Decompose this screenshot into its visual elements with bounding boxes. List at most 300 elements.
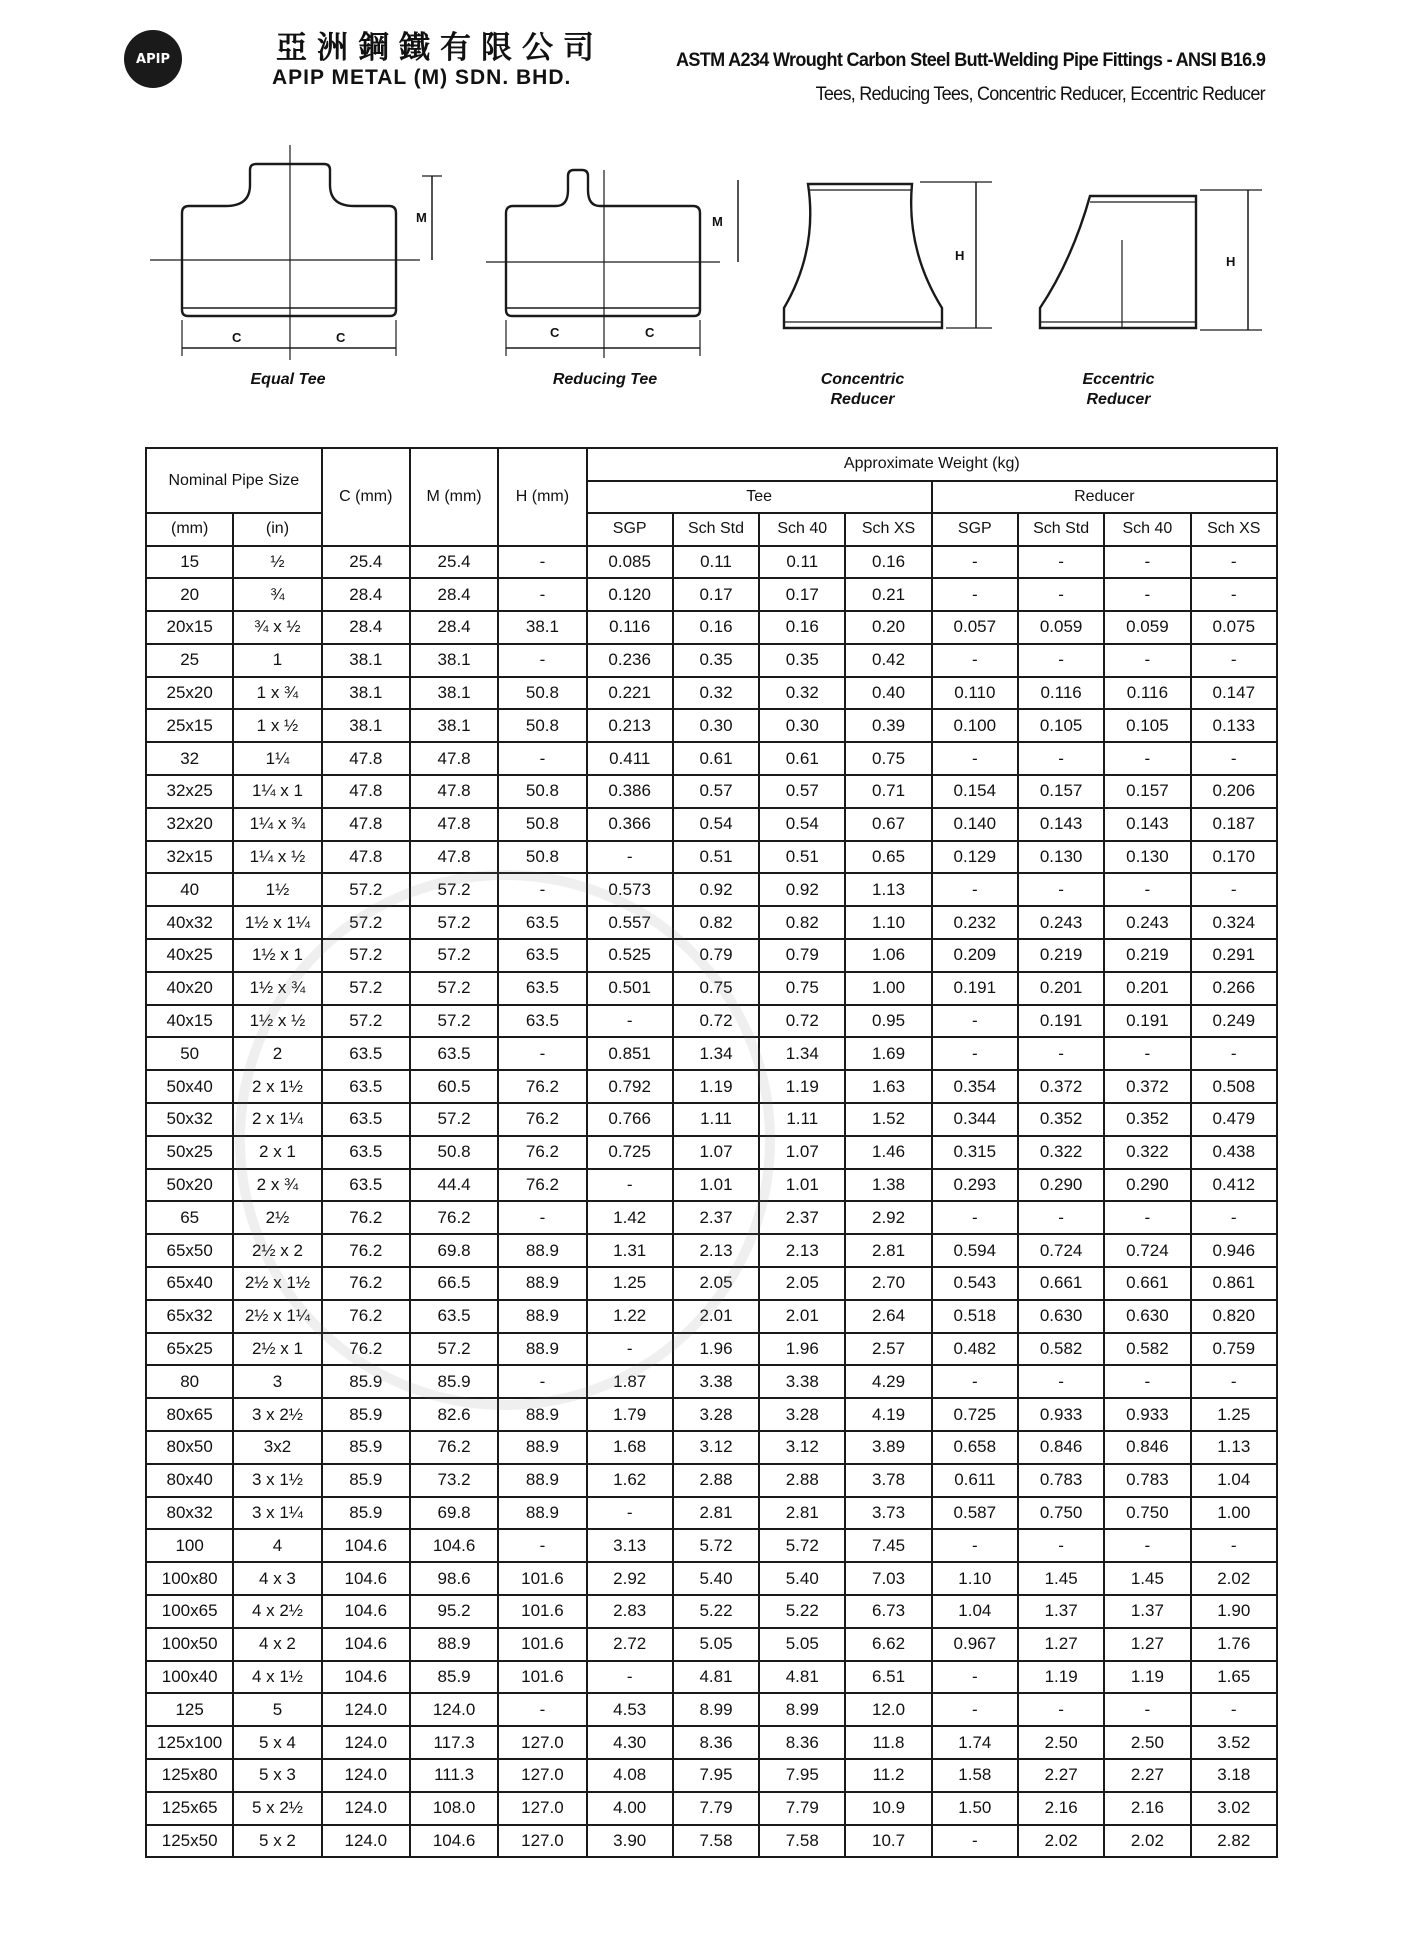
cell-tee-sgp: 0.116 xyxy=(587,611,673,644)
cell-tee-sch-std: 7.79 xyxy=(673,1792,759,1825)
cell-nps-mm: 65x50 xyxy=(146,1234,233,1267)
cell-h: 50.8 xyxy=(498,709,586,742)
cell-nps-in: 5 xyxy=(233,1693,321,1726)
cell-reducer-sch-xs: 3.52 xyxy=(1191,1726,1277,1759)
table-row xyxy=(146,1529,1277,1562)
cell-tee-sgp: - xyxy=(587,1005,673,1038)
cell-h: 88.9 xyxy=(498,1333,586,1366)
cell-tee-sch-40: 3.28 xyxy=(759,1398,845,1431)
cell-tee-sch-xs: 6.73 xyxy=(845,1595,931,1628)
cell-nps-mm: 80x65 xyxy=(146,1398,233,1431)
cell-nps-in: 5 x 2 xyxy=(233,1825,321,1858)
cell-h: 50.8 xyxy=(498,677,586,710)
cell-c: 57.2 xyxy=(322,873,410,906)
cell-nps-mm: 32 xyxy=(146,742,233,775)
table-row xyxy=(146,1497,1277,1530)
equal-tee-dim-c-left: C xyxy=(232,330,242,345)
cell-h: - xyxy=(498,546,586,579)
cell-tee-sch-xs: 7.45 xyxy=(845,1529,931,1562)
cell-reducer-sch-xs: 1.90 xyxy=(1191,1595,1277,1628)
cell-nps-mm: 15 xyxy=(146,546,233,579)
cell-reducer-sch-std: 0.322 xyxy=(1018,1136,1104,1169)
header-reducer: Reducer xyxy=(932,481,1277,514)
cell-tee-sch-40: 0.30 xyxy=(759,709,845,742)
cell-h: - xyxy=(498,1201,586,1234)
cell-c: 47.8 xyxy=(322,841,410,874)
table-row xyxy=(146,1562,1277,1595)
cell-tee-sch-xs: 1.69 xyxy=(845,1037,931,1070)
cell-reducer-sch-40: 0.201 xyxy=(1104,972,1190,1005)
cell-reducer-sch-40: 0.143 xyxy=(1104,808,1190,841)
cell-tee-sch-xs: 0.39 xyxy=(845,709,931,742)
caption-eccentric-reducer xyxy=(1056,370,1181,410)
cell-reducer-sch-40: 0.322 xyxy=(1104,1136,1190,1169)
cell-tee-sch-std: 2.05 xyxy=(673,1267,759,1300)
cell-tee-sch-xs: 0.40 xyxy=(845,677,931,710)
reducing-tee-drawing xyxy=(486,170,738,358)
cell-tee-sgp: - xyxy=(587,1169,673,1202)
cell-reducer-sgp: 1.58 xyxy=(932,1759,1018,1792)
cell-tee-sch-xs: 1.06 xyxy=(845,939,931,972)
cell-reducer-sch-xs: 2.02 xyxy=(1191,1562,1277,1595)
cell-nps-in: 1 xyxy=(233,644,321,677)
cell-c: 25.4 xyxy=(322,546,410,579)
cell-tee-sch-xs: 0.21 xyxy=(845,578,931,611)
cell-tee-sgp: - xyxy=(587,1497,673,1530)
cell-tee-sch-40: 0.32 xyxy=(759,677,845,710)
cell-reducer-sch-std: 0.143 xyxy=(1018,808,1104,841)
cell-reducer-sch-std: - xyxy=(1018,873,1104,906)
caption-reducing-tee: Reducing Tee xyxy=(552,371,658,388)
cell-reducer-sch-std: 0.116 xyxy=(1018,677,1104,710)
cell-tee-sgp: 1.79 xyxy=(587,1398,673,1431)
cell-nps-mm: 80x32 xyxy=(146,1497,233,1530)
cell-reducer-sch-std: - xyxy=(1018,578,1104,611)
cell-h: - xyxy=(498,1037,586,1070)
cell-tee-sch-xs: 3.89 xyxy=(845,1431,931,1464)
table-row xyxy=(146,611,1277,644)
cell-h: - xyxy=(498,578,586,611)
cell-h: 38.1 xyxy=(498,611,586,644)
cell-reducer-sch-std: 1.37 xyxy=(1018,1595,1104,1628)
cell-reducer-sch-std: 0.290 xyxy=(1018,1169,1104,1202)
table-row xyxy=(146,1136,1277,1169)
cell-tee-sgp: 4.00 xyxy=(587,1792,673,1825)
cell-tee-sch-xs: 0.75 xyxy=(845,742,931,775)
cell-tee-sch-40: 0.75 xyxy=(759,972,845,1005)
cell-m: 57.2 xyxy=(410,939,498,972)
equal-tee-dim-m: M xyxy=(416,210,427,225)
cell-h: 101.6 xyxy=(498,1562,586,1595)
dimension-weight-table xyxy=(145,447,1278,1858)
cell-tee-sch-40: 5.22 xyxy=(759,1595,845,1628)
cell-nps-mm: 80x50 xyxy=(146,1431,233,1464)
cell-tee-sch-40: 0.82 xyxy=(759,906,845,939)
cell-tee-sgp: 4.08 xyxy=(587,1759,673,1792)
cell-reducer-sch-xs: 0.187 xyxy=(1191,808,1277,841)
cell-nps-in: 2 x 1 xyxy=(233,1136,321,1169)
header-approx-weight: Approximate Weight (kg) xyxy=(587,448,1277,481)
cell-tee-sgp: 0.851 xyxy=(587,1037,673,1070)
cell-tee-sgp: 0.411 xyxy=(587,742,673,775)
cell-tee-sgp: 0.792 xyxy=(587,1070,673,1103)
cell-reducer-sch-xs: 0.438 xyxy=(1191,1136,1277,1169)
cell-nps-in: 1½ xyxy=(233,873,321,906)
cell-m: 57.2 xyxy=(410,906,498,939)
cell-tee-sch-40: 0.16 xyxy=(759,611,845,644)
cell-reducer-sch-std: 0.105 xyxy=(1018,709,1104,742)
cell-reducer-sch-40: 0.661 xyxy=(1104,1267,1190,1300)
cell-reducer-sch-xs: - xyxy=(1191,1037,1277,1070)
cell-tee-sgp: 0.501 xyxy=(587,972,673,1005)
cell-reducer-sch-std: 0.630 xyxy=(1018,1300,1104,1333)
cell-c: 104.6 xyxy=(322,1628,410,1661)
cell-reducer-sch-40: 0.116 xyxy=(1104,677,1190,710)
cell-nps-in: 1½ x ¾ xyxy=(233,972,321,1005)
cell-reducer-sch-std: 0.933 xyxy=(1018,1398,1104,1431)
header-m: M (mm) xyxy=(410,448,498,546)
cell-h: 88.9 xyxy=(498,1267,586,1300)
cell-reducer-sgp: 0.587 xyxy=(932,1497,1018,1530)
cell-h: 50.8 xyxy=(498,808,586,841)
cell-tee-sch-xs: 2.92 xyxy=(845,1201,931,1234)
cell-tee-sch-40: 0.11 xyxy=(759,546,845,579)
cell-nps-in: 1¼ x ½ xyxy=(233,841,321,874)
cell-nps-mm: 40 xyxy=(146,873,233,906)
cell-tee-sgp: 0.085 xyxy=(587,546,673,579)
cell-tee-sch-40: 5.05 xyxy=(759,1628,845,1661)
cell-c: 63.5 xyxy=(322,1169,410,1202)
cell-m: 38.1 xyxy=(410,644,498,677)
cell-reducer-sch-40: - xyxy=(1104,644,1190,677)
cell-h: 88.9 xyxy=(498,1398,586,1431)
cell-tee-sch-std: 5.05 xyxy=(673,1628,759,1661)
cell-reducer-sch-xs: 0.249 xyxy=(1191,1005,1277,1038)
reducing-tee-dim-m: M xyxy=(712,214,723,229)
cell-c: 124.0 xyxy=(322,1825,410,1858)
cell-c: 63.5 xyxy=(322,1136,410,1169)
table-row xyxy=(146,578,1277,611)
cell-reducer-sch-std: 2.27 xyxy=(1018,1759,1104,1792)
cell-nps-in: 4 x 2 xyxy=(233,1628,321,1661)
cell-m: 111.3 xyxy=(410,1759,498,1792)
cell-tee-sch-std: 0.61 xyxy=(673,742,759,775)
cell-reducer-sch-std: 0.750 xyxy=(1018,1497,1104,1530)
cell-reducer-sch-xs: - xyxy=(1191,1365,1277,1398)
cell-tee-sch-xs: 1.10 xyxy=(845,906,931,939)
document-subtitle: Tees, Reducing Tees, Concentric Reducer, Eccentric Reducer xyxy=(815,84,1265,105)
cell-reducer-sgp: - xyxy=(932,1693,1018,1726)
cell-h: 101.6 xyxy=(498,1628,586,1661)
cell-reducer-sgp: 0.611 xyxy=(932,1464,1018,1497)
cell-h: 127.0 xyxy=(498,1792,586,1825)
cell-reducer-sgp: 0.315 xyxy=(932,1136,1018,1169)
cell-reducer-sgp: - xyxy=(932,1661,1018,1694)
cell-tee-sgp: 2.72 xyxy=(587,1628,673,1661)
cell-tee-sch-40: 7.79 xyxy=(759,1792,845,1825)
cell-tee-sch-40: 2.01 xyxy=(759,1300,845,1333)
header-tee-sgp: SGP xyxy=(587,513,673,546)
cell-tee-sch-std: 0.17 xyxy=(673,578,759,611)
cell-h: - xyxy=(498,1365,586,1398)
cell-c: 85.9 xyxy=(322,1365,410,1398)
cell-tee-sgp: 0.221 xyxy=(587,677,673,710)
caption-equal-tee: Equal Tee xyxy=(250,371,326,388)
cell-reducer-sch-xs: 1.65 xyxy=(1191,1661,1277,1694)
cell-nps-mm: 80x40 xyxy=(146,1464,233,1497)
cell-tee-sch-40: 1.19 xyxy=(759,1070,845,1103)
cell-reducer-sgp: 0.725 xyxy=(932,1398,1018,1431)
table-row xyxy=(146,841,1277,874)
cell-tee-sch-xs: 6.62 xyxy=(845,1628,931,1661)
cell-reducer-sgp: - xyxy=(932,1529,1018,1562)
cell-reducer-sch-40: 0.724 xyxy=(1104,1234,1190,1267)
cell-tee-sch-40: 3.38 xyxy=(759,1365,845,1398)
cell-nps-mm: 65x40 xyxy=(146,1267,233,1300)
cell-c: 124.0 xyxy=(322,1726,410,1759)
cell-reducer-sch-std: 0.130 xyxy=(1018,841,1104,874)
company-name-block xyxy=(196,30,616,90)
cell-tee-sch-40: 1.34 xyxy=(759,1037,845,1070)
cell-reducer-sch-xs: - xyxy=(1191,742,1277,775)
cell-nps-mm: 100 xyxy=(146,1529,233,1562)
cell-h: 88.9 xyxy=(498,1234,586,1267)
cell-tee-sch-std: 0.11 xyxy=(673,546,759,579)
header-reducer-sch-xs: Sch XS xyxy=(1191,513,1277,546)
cell-c: 57.2 xyxy=(322,939,410,972)
cell-nps-mm: 50x20 xyxy=(146,1169,233,1202)
cell-reducer-sch-40: 0.219 xyxy=(1104,939,1190,972)
header-tee-sch-std: Sch Std xyxy=(673,513,759,546)
cell-reducer-sch-40: 2.02 xyxy=(1104,1825,1190,1858)
cell-reducer-sch-xs: 0.324 xyxy=(1191,906,1277,939)
cell-tee-sch-std: 5.40 xyxy=(673,1562,759,1595)
cell-reducer-sch-std: 0.352 xyxy=(1018,1103,1104,1136)
cell-reducer-sgp: 0.129 xyxy=(932,841,1018,874)
company-name-english: APIP METAL (M) SDN. BHD. xyxy=(272,66,572,89)
table-row xyxy=(146,1365,1277,1398)
cell-reducer-sgp: - xyxy=(932,1365,1018,1398)
cell-c: 104.6 xyxy=(322,1595,410,1628)
header-reducer-sch-std: Sch Std xyxy=(1018,513,1104,546)
cell-h: 63.5 xyxy=(498,972,586,1005)
cell-c: 57.2 xyxy=(322,906,410,939)
cell-tee-sch-std: 0.51 xyxy=(673,841,759,874)
cell-tee-sch-40: 0.79 xyxy=(759,939,845,972)
cell-tee-sch-xs: 1.46 xyxy=(845,1136,931,1169)
cell-tee-sch-xs: 0.67 xyxy=(845,808,931,841)
cell-h: 76.2 xyxy=(498,1070,586,1103)
reducing-tee-dim-c-right: C xyxy=(645,325,655,340)
cell-m: 47.8 xyxy=(410,742,498,775)
cell-tee-sch-std: 1.34 xyxy=(673,1037,759,1070)
cell-nps-in: 1 x ½ xyxy=(233,709,321,742)
cell-tee-sch-40: 5.72 xyxy=(759,1529,845,1562)
cell-reducer-sgp: 0.140 xyxy=(932,808,1018,841)
cell-c: 124.0 xyxy=(322,1693,410,1726)
cell-tee-sch-xs: 2.64 xyxy=(845,1300,931,1333)
cell-tee-sch-xs: 7.03 xyxy=(845,1562,931,1595)
cell-c: 124.0 xyxy=(322,1792,410,1825)
cell-tee-sch-40: 4.81 xyxy=(759,1661,845,1694)
cell-reducer-sgp: 0.154 xyxy=(932,775,1018,808)
cell-reducer-sch-xs: 0.266 xyxy=(1191,972,1277,1005)
cell-tee-sch-xs: 2.70 xyxy=(845,1267,931,1300)
cell-reducer-sch-xs: 0.075 xyxy=(1191,611,1277,644)
cell-reducer-sch-40: 0.191 xyxy=(1104,1005,1190,1038)
cell-nps-mm: 80 xyxy=(146,1365,233,1398)
cell-tee-sch-std: 0.92 xyxy=(673,873,759,906)
cell-c: 85.9 xyxy=(322,1497,410,1530)
cell-m: 57.2 xyxy=(410,1005,498,1038)
cell-m: 25.4 xyxy=(410,546,498,579)
reducing-tee-dim-c-left: C xyxy=(550,325,560,340)
cell-tee-sch-40: 1.01 xyxy=(759,1169,845,1202)
cell-nps-in: 3 x 1½ xyxy=(233,1464,321,1497)
cell-reducer-sch-40: - xyxy=(1104,1365,1190,1398)
table-row xyxy=(146,873,1277,906)
cell-reducer-sch-xs: 0.147 xyxy=(1191,677,1277,710)
cell-tee-sgp: 0.525 xyxy=(587,939,673,972)
cell-tee-sch-40: 0.61 xyxy=(759,742,845,775)
cell-reducer-sgp: 0.232 xyxy=(932,906,1018,939)
cell-reducer-sch-xs: 0.861 xyxy=(1191,1267,1277,1300)
cell-reducer-sch-xs: 1.25 xyxy=(1191,1398,1277,1431)
cell-h: 63.5 xyxy=(498,1005,586,1038)
cell-tee-sch-xs: 0.95 xyxy=(845,1005,931,1038)
cell-m: 95.2 xyxy=(410,1595,498,1628)
cell-c: 38.1 xyxy=(322,677,410,710)
cell-nps-mm: 100x50 xyxy=(146,1628,233,1661)
cell-tee-sch-std: 0.75 xyxy=(673,972,759,1005)
cell-nps-mm: 50 xyxy=(146,1037,233,1070)
cell-tee-sch-40: 2.88 xyxy=(759,1464,845,1497)
cell-nps-in: 5 x 4 xyxy=(233,1726,321,1759)
cell-m: 104.6 xyxy=(410,1825,498,1858)
cell-h: 88.9 xyxy=(498,1300,586,1333)
cell-c: 85.9 xyxy=(322,1431,410,1464)
cell-m: 104.6 xyxy=(410,1529,498,1562)
cell-reducer-sch-xs: 3.18 xyxy=(1191,1759,1277,1792)
cell-reducer-sch-xs: 3.02 xyxy=(1191,1792,1277,1825)
cell-reducer-sgp: 1.10 xyxy=(932,1562,1018,1595)
cell-tee-sgp: 1.68 xyxy=(587,1431,673,1464)
cell-nps-mm: 100x80 xyxy=(146,1562,233,1595)
cell-m: 69.8 xyxy=(410,1234,498,1267)
cell-h: 88.9 xyxy=(498,1497,586,1530)
cell-reducer-sch-std: 0.191 xyxy=(1018,1005,1104,1038)
cell-reducer-sch-xs: 0.206 xyxy=(1191,775,1277,808)
cell-tee-sgp: 2.92 xyxy=(587,1562,673,1595)
table-row xyxy=(146,1595,1277,1628)
cell-tee-sgp: - xyxy=(587,1333,673,1366)
cell-reducer-sch-40: 0.750 xyxy=(1104,1497,1190,1530)
cell-reducer-sch-std: 1.19 xyxy=(1018,1661,1104,1694)
table-row xyxy=(146,1759,1277,1792)
cell-c: 47.8 xyxy=(322,808,410,841)
cell-m: 88.9 xyxy=(410,1628,498,1661)
cell-nps-mm: 65x25 xyxy=(146,1333,233,1366)
cell-nps-in: 1½ x ½ xyxy=(233,1005,321,1038)
cell-reducer-sch-40: 0.243 xyxy=(1104,906,1190,939)
company-logo: APIP xyxy=(124,30,182,88)
cell-reducer-sch-40: 1.45 xyxy=(1104,1562,1190,1595)
cell-reducer-sch-xs: 0.133 xyxy=(1191,709,1277,742)
cell-tee-sch-40: 7.95 xyxy=(759,1759,845,1792)
table-row xyxy=(146,1234,1277,1267)
cell-h: - xyxy=(498,1693,586,1726)
caption-concentric-line2: Reducer xyxy=(830,391,895,408)
cell-reducer-sch-std: 0.846 xyxy=(1018,1431,1104,1464)
cell-tee-sgp: 1.62 xyxy=(587,1464,673,1497)
cell-nps-mm: 20x15 xyxy=(146,611,233,644)
cell-m: 69.8 xyxy=(410,1497,498,1530)
table-row xyxy=(146,546,1277,579)
cell-nps-mm: 32x15 xyxy=(146,841,233,874)
cell-nps-in: 1½ x 1 xyxy=(233,939,321,972)
cell-reducer-sch-xs: - xyxy=(1191,578,1277,611)
cell-reducer-sch-40: 2.50 xyxy=(1104,1726,1190,1759)
cell-reducer-sch-std: 0.661 xyxy=(1018,1267,1104,1300)
cell-c: 76.2 xyxy=(322,1300,410,1333)
cell-m: 57.2 xyxy=(410,873,498,906)
cell-tee-sch-std: 0.82 xyxy=(673,906,759,939)
cell-nps-mm: 125x50 xyxy=(146,1825,233,1858)
cell-reducer-sch-40: 0.130 xyxy=(1104,841,1190,874)
cell-nps-in: 1½ x 1¼ xyxy=(233,906,321,939)
cell-reducer-sch-40: 0.290 xyxy=(1104,1169,1190,1202)
cell-tee-sch-40: 2.37 xyxy=(759,1201,845,1234)
table-row xyxy=(146,1825,1277,1858)
cell-reducer-sgp: 0.057 xyxy=(932,611,1018,644)
cell-nps-mm: 65x32 xyxy=(146,1300,233,1333)
cell-tee-sch-std: 7.95 xyxy=(673,1759,759,1792)
cell-reducer-sch-std: - xyxy=(1018,1037,1104,1070)
cell-reducer-sgp: - xyxy=(932,1037,1018,1070)
cell-h: 76.2 xyxy=(498,1169,586,1202)
caption-eccentric-line1: Eccentric xyxy=(1082,371,1155,388)
cell-nps-in: 1¼ x 1 xyxy=(233,775,321,808)
cell-m: 47.8 xyxy=(410,775,498,808)
table-row xyxy=(146,1005,1277,1038)
table-row xyxy=(146,1464,1277,1497)
cell-m: 57.2 xyxy=(410,1103,498,1136)
cell-tee-sgp: 0.213 xyxy=(587,709,673,742)
header-mm: (mm) xyxy=(146,513,233,546)
cell-reducer-sch-40: 0.630 xyxy=(1104,1300,1190,1333)
cell-tee-sch-std: 1.96 xyxy=(673,1333,759,1366)
cell-reducer-sch-xs: 0.820 xyxy=(1191,1300,1277,1333)
cell-c: 57.2 xyxy=(322,972,410,1005)
cell-h: - xyxy=(498,873,586,906)
cell-reducer-sch-std: 0.157 xyxy=(1018,775,1104,808)
cell-tee-sgp: 1.42 xyxy=(587,1201,673,1234)
cell-m: 108.0 xyxy=(410,1792,498,1825)
cell-reducer-sch-std: - xyxy=(1018,1201,1104,1234)
cell-nps-mm: 50x40 xyxy=(146,1070,233,1103)
cell-reducer-sch-xs: 0.508 xyxy=(1191,1070,1277,1103)
cell-tee-sgp: 2.83 xyxy=(587,1595,673,1628)
cell-nps-in: ¾ xyxy=(233,578,321,611)
cell-c: 38.1 xyxy=(322,709,410,742)
table-row xyxy=(146,1792,1277,1825)
header-tee: Tee xyxy=(587,481,932,514)
cell-h: 50.8 xyxy=(498,775,586,808)
cell-tee-sgp: 0.573 xyxy=(587,873,673,906)
cell-reducer-sch-std: 0.783 xyxy=(1018,1464,1104,1497)
cell-h: 63.5 xyxy=(498,939,586,972)
cell-c: 63.5 xyxy=(322,1070,410,1103)
